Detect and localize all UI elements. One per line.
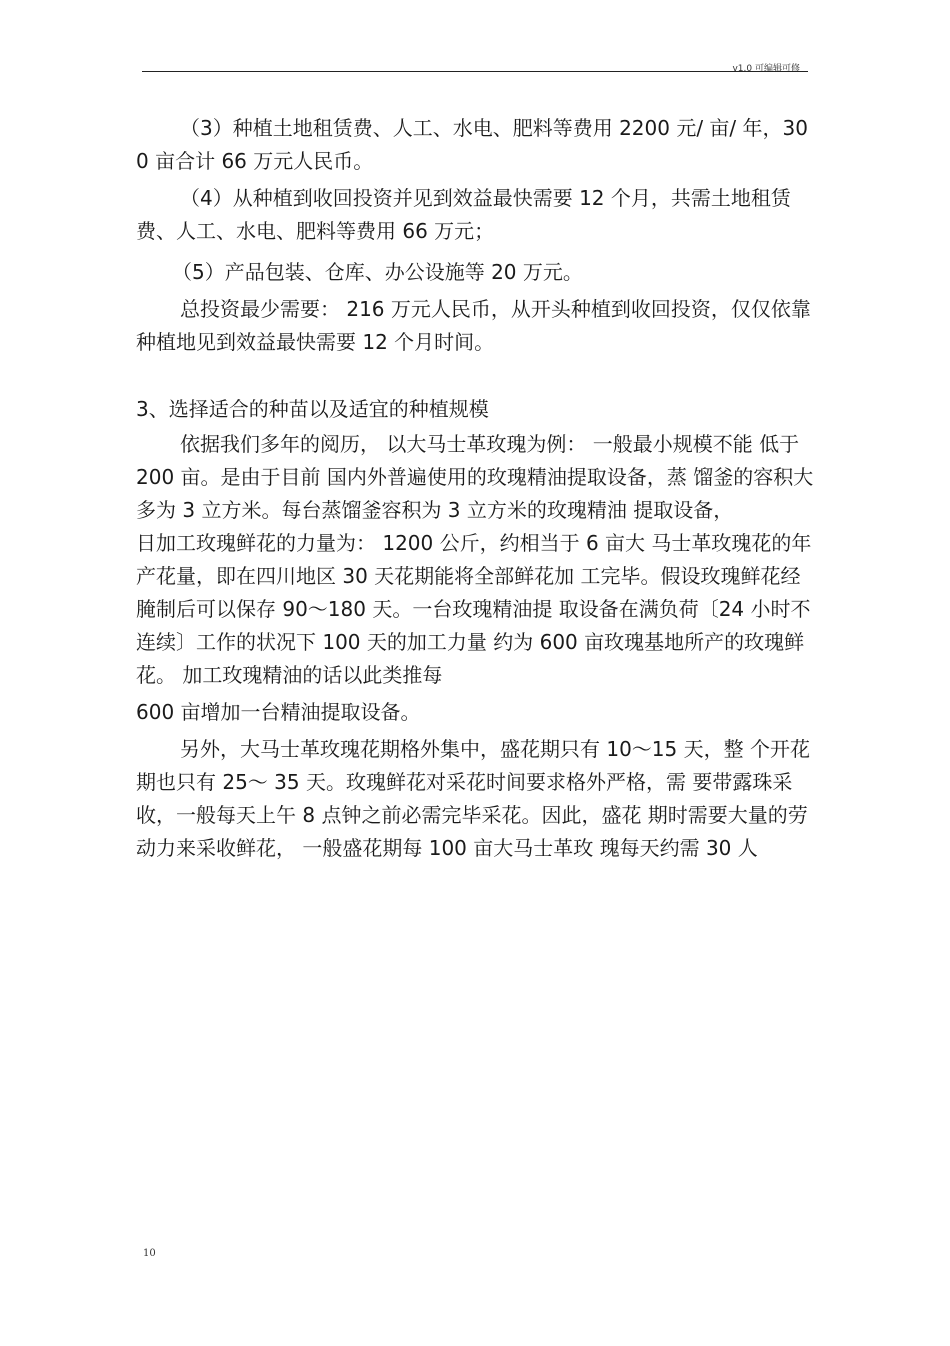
page-number: 10 — [143, 1248, 156, 1259]
paragraph-packaging: （5）产品包装、仓库、办公设施等 20 万元。 — [172, 260, 583, 284]
paragraph-land-rent: （3）种植土地租赁费、人工、水电、肥料等费用 2200 元/ 亩/ 年，300 亩合计 66 万元人民币。 — [136, 116, 808, 173]
paragraph-flowering-period: 另外，大马士革玫瑰花期格外集中，盛花期只有 10～15 天，整 个开花期也只有 25～ 35 天。玫瑰鲜花对采花时间要求格外严格，需 要带露珠采收，一般每天上午 8 点钟之前必需完毕采花。因此，盛花 期时需要大量的劳动力来采收鲜花， 一般盛花期每 100 亩大马士革玫 瑰每天约需 30 人 — [136, 737, 810, 860]
paragraph-processing-capacity: 日加工玫瑰鲜花的力量为： 1200 公斤，约相当于 6 亩大 马士革玫瑰花的年产花量，即在四川地区 30 天花期能将全部鲜花加 工完毕。假设玫瑰鲜花经腌制后可以保存 90～180 天。一台玫瑰精油提 取设备在满负荷〔24 小时不连续〕工作的状况下 100 天的加工力量 约为 600 亩玫瑰基地所产的玫瑰鲜花。 加工玫瑰精油的话以此类推每 — [136, 531, 812, 687]
paragraph-minimum-scale: 依据我们多年的阅历， 以大马士革玫瑰为例： 一般最小规模不能 低于 200 亩。是由于目前 国内外普遍使用的玫瑰精油提取设备，蒸 馏釜的容积大多为 3 立方米。每台蒸馏釜容积为 3 立方米的玫瑰精油 提取设备， — [136, 432, 814, 522]
section-heading-seedlings: 3、选择适合的种苗以及适宜的种植规模 — [136, 397, 489, 421]
paragraph-equipment-ratio: 600 亩增加一台精油提取设备。 — [136, 700, 421, 724]
paragraph-investment-return: （4）从种植到收回投资并见到效益最快需要 12 个月，共需土地租赁费、人工、水电、肥料等费用 66 万元； — [136, 186, 791, 243]
paragraph-total-investment: 总投资最少需要： 216 万元人民币，从开头种植到收回投资，仅仅依靠种植地见到效益最快需要 12 个月时间。 — [136, 297, 811, 354]
header-version-note: v1.0 可编辑可修 — [732, 64, 800, 74]
header-rule — [142, 71, 808, 72]
document-body — [136, 112, 816, 865]
